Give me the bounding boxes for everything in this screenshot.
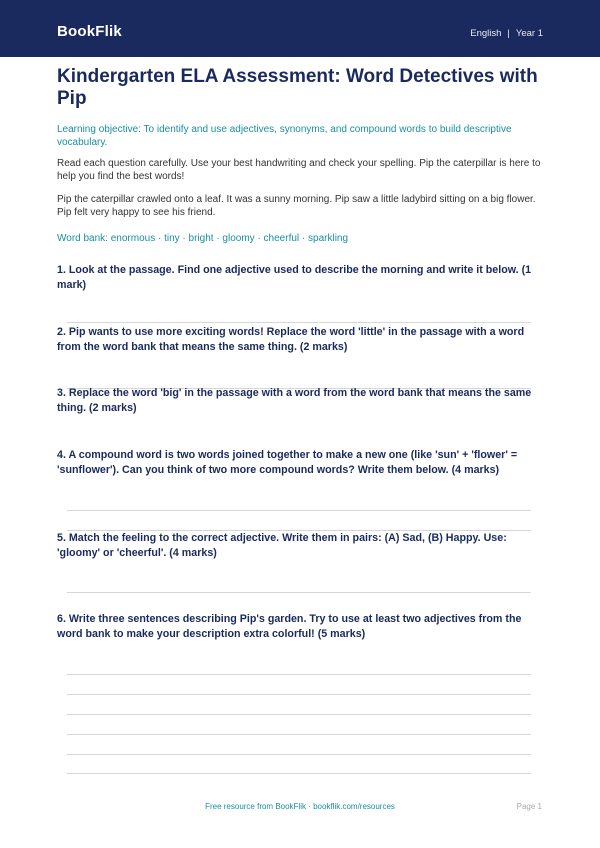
passage: Pip the caterpillar crawled onto a leaf. It was a sunny morning. Pip saw a little ladybird sitting on a big flower. Pip felt very happy to see his friend. bbox=[57, 194, 536, 218]
header-meta bbox=[470, 28, 543, 39]
answer-line[interactable] bbox=[67, 714, 531, 715]
header-bar bbox=[0, 0, 600, 57]
page-title: Kindergarten ELA Assessment: Word Detectives with Pip bbox=[57, 66, 538, 109]
question-3: 3. Replace the word 'big' in the passage with a word from the word bank that means the same thing. (2 marks) bbox=[57, 387, 532, 414]
subject-label: English bbox=[470, 28, 502, 39]
answer-line[interactable] bbox=[67, 773, 531, 774]
answer-line[interactable] bbox=[67, 694, 531, 695]
answer-line[interactable] bbox=[67, 674, 531, 675]
answer-line[interactable] bbox=[67, 510, 531, 511]
instructions: Read each question carefully. Use your best handwriting and check your spelling. Pip the caterpillar is here to help you find the best words! bbox=[57, 158, 541, 182]
footer-resource-link[interactable]: Free resource from BookFlik · bookflik.com/resources bbox=[205, 802, 395, 811]
question-4: 4. A compound word is two words joined together to make a new one (like 'sun' + 'flower' = 'sunflower'). Can you think of two more compound words? Write them below. (4 marks) bbox=[57, 449, 518, 476]
answer-line[interactable] bbox=[67, 592, 531, 593]
answer-line[interactable] bbox=[67, 754, 531, 755]
meta-separator: | bbox=[507, 28, 510, 39]
page-number: Page 1 bbox=[516, 802, 542, 811]
question-1: 1. Look at the passage. Find one adjective used to describe the morning and write it below. (1 mark) bbox=[57, 264, 532, 291]
brand-logo[interactable]: BookFlik bbox=[57, 23, 122, 40]
question-5: 5. Match the feeling to the correct adjective. Write them in pairs: (A) Sad, (B) Happy. Use: 'gloomy' or 'cheerful'. (4 marks) bbox=[57, 532, 507, 559]
word-bank: Word bank: enormous · tiny · bright · gloomy · cheerful · sparkling bbox=[57, 233, 349, 244]
answer-line[interactable] bbox=[67, 322, 531, 323]
answer-line[interactable] bbox=[67, 734, 531, 735]
question-2: 2. Pip wants to use more exciting words! Replace the word 'little' in the passage with a word from the word bank that means the same thing. (2 marks) bbox=[57, 326, 525, 353]
year-label: Year 1 bbox=[515, 28, 543, 39]
learning-objective: Learning objective: To identify and use adjectives, synonyms, and compound words to build descriptive vocabulary. bbox=[57, 124, 512, 148]
question-6: 6. Write three sentences describing Pip's garden. Try to use at least two adjectives from the word bank to make your description extra colorful! (5 marks) bbox=[57, 613, 522, 640]
